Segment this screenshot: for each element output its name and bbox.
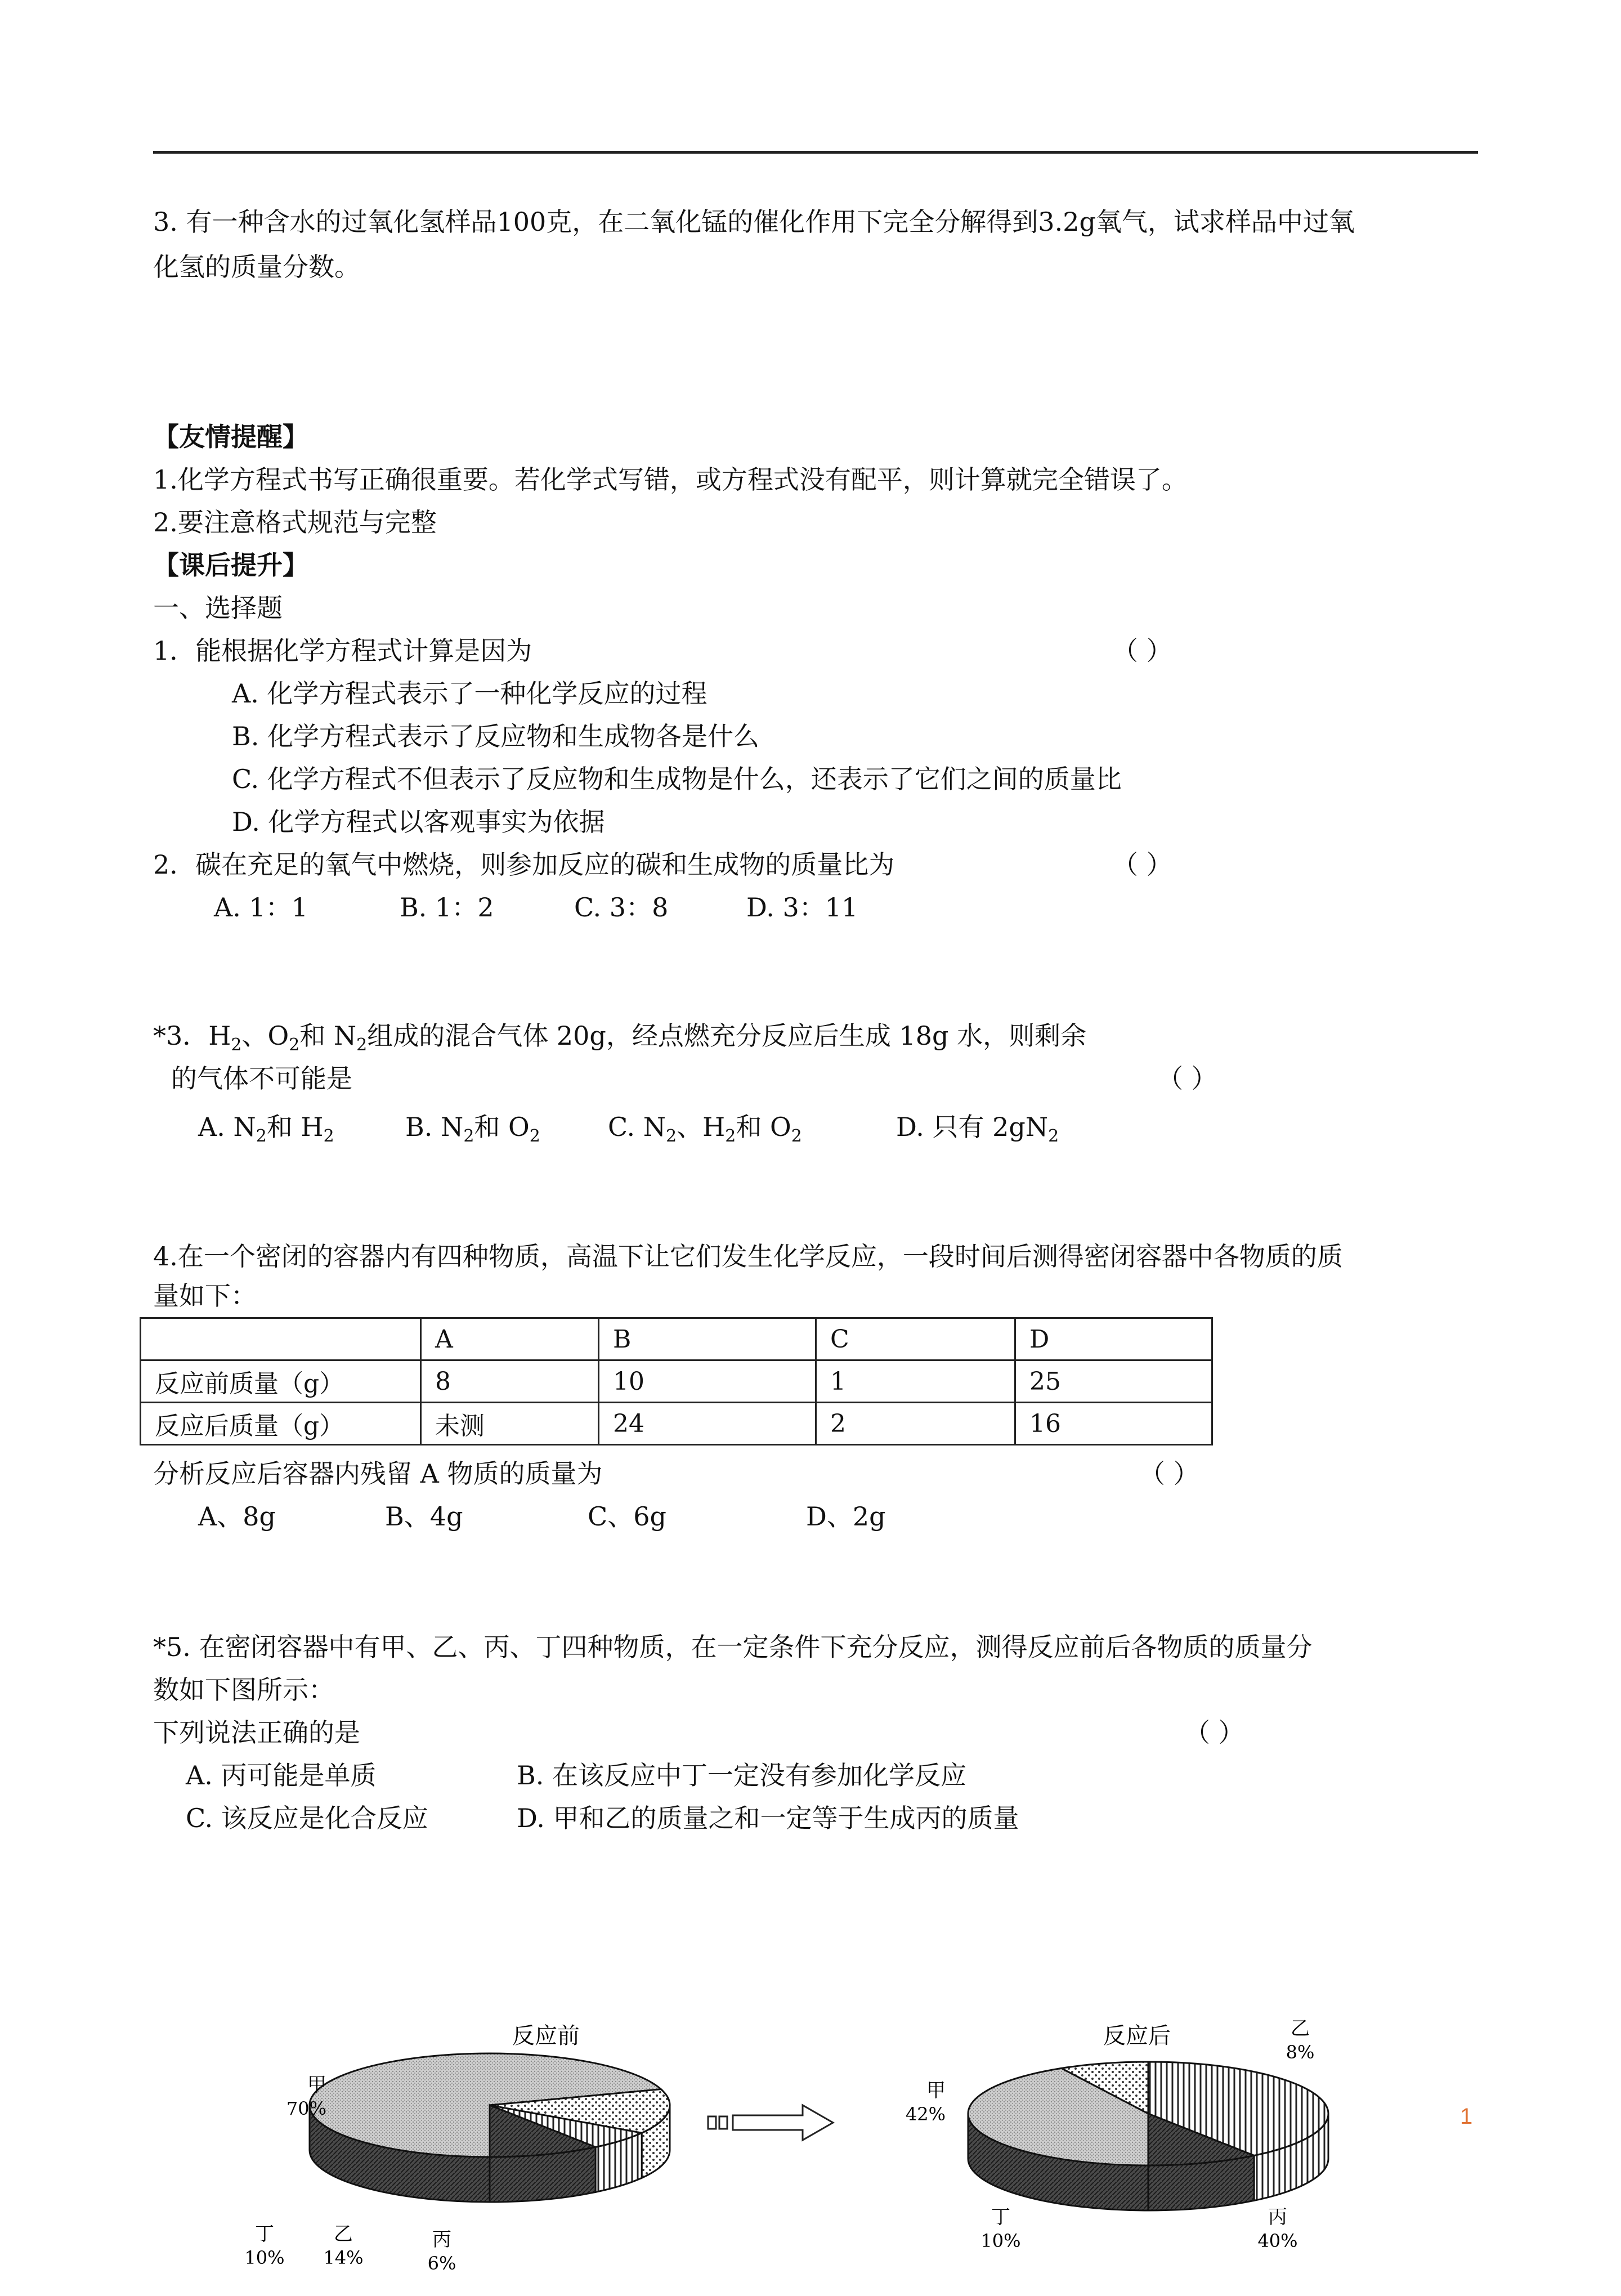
q2-answer-blank[interactable]: （ ） xyxy=(1112,849,1172,880)
q2-option-c[interactable]: C. 3：8 xyxy=(574,892,669,923)
pie-label-percent: 10% xyxy=(980,2230,1021,2252)
reminder-item-2: 2.要注意格式规范与完整 xyxy=(153,507,437,538)
q3-answer-blank[interactable]: （ ） xyxy=(1157,1063,1217,1094)
q3-stem-line2: 的气体不可能是 xyxy=(171,1063,352,1094)
table-row xyxy=(141,1403,1212,1445)
table-cell: 反应后质量（g） xyxy=(141,1403,421,1445)
pie-label-percent: 8% xyxy=(1286,2042,1315,2063)
table-cell: 16 xyxy=(1015,1403,1212,1445)
q4-option-d[interactable]: D、2g xyxy=(806,1501,886,1532)
q1-option-c[interactable]: C. 化学方程式不但表示了反应物和生成物是什么，还表示了它们之间的质量比 xyxy=(232,764,1122,794)
calc-q3-line1: 3. 有一种含水的过氧化氢样品100克，在二氧化锰的催化作用下完全分解得到3.2g氧气，试求样品中过氧 xyxy=(153,207,1355,237)
after-class-heading: 【课后提升】 xyxy=(153,550,308,580)
q3-option-c[interactable]: C. $N_2$、$H_2$和 $O_2$ xyxy=(608,1112,802,1146)
table-header-cell: C xyxy=(816,1318,1015,1360)
pie-label-percent: 70% xyxy=(286,2098,326,2119)
pie-label-percent: 42% xyxy=(905,2103,946,2125)
q3-option-d[interactable]: D. 只有 $2gN_2$ xyxy=(896,1112,1059,1146)
q5-stem-line1: *5. 在密闭容器中有甲、乙、丙、丁四种物质，在一定条件下充分反应，测得反应前后各物质的质量分 xyxy=(153,1632,1313,1662)
q4-option-b[interactable]: B、4g xyxy=(385,1501,463,1532)
table-cell: 10 xyxy=(599,1360,816,1403)
table-cell: 1 xyxy=(816,1360,1015,1403)
table-cell: 未测 xyxy=(421,1403,599,1445)
table-header-cell: D xyxy=(1015,1318,1212,1360)
table-row xyxy=(141,1360,1212,1403)
q1-option-a[interactable]: A. 化学方程式表示了一种化学反应的过程 xyxy=(232,678,707,709)
q4-option-c[interactable]: C、6g xyxy=(588,1501,666,1532)
mass-table xyxy=(140,1317,1213,1445)
table-cell: 2 xyxy=(816,1403,1015,1445)
pie-title: 反应后 xyxy=(1103,2023,1171,2049)
q5-option-b[interactable]: B. 在该反应中丁一定没有参加化学反应 xyxy=(517,1760,967,1791)
q2-option-a[interactable]: A. 1：1 xyxy=(214,892,308,923)
q5-stem-line2: 数如下图所示： xyxy=(153,1675,334,1705)
header-rule xyxy=(153,151,1478,154)
pie-label-category: 丙 xyxy=(1268,2206,1287,2228)
pie-title: 反应前 xyxy=(512,2023,580,2049)
q3-option-a[interactable]: A. $N_2$和 $H_2$ xyxy=(198,1112,334,1146)
q4-option-a[interactable]: A、8g xyxy=(198,1501,276,1532)
table-cell: 反应前质量（g） xyxy=(141,1360,421,1403)
q1-stem: 1．能根据化学方程式计算是因为 xyxy=(153,635,532,666)
pie-label-percent: 40% xyxy=(1257,2230,1298,2252)
q3-option-b[interactable]: B. $N_2$和 $O_2$ xyxy=(405,1112,540,1146)
pie-label-percent: 14% xyxy=(323,2247,364,2268)
pie-label-category: 甲 xyxy=(926,2079,946,2102)
section-choice: 一、选择题 xyxy=(153,593,283,623)
pie-label-category: 丙 xyxy=(432,2228,451,2251)
pie-label-percent: 10% xyxy=(244,2247,285,2268)
q4-stem-line2: 量如下： xyxy=(153,1281,257,1311)
pie-label-percent: 6% xyxy=(427,2253,456,2274)
pie-label-category: 乙 xyxy=(334,2223,353,2245)
table-cell: 8 xyxy=(421,1360,599,1403)
pie-label-category: 丁 xyxy=(991,2206,1010,2228)
page-number: 1 xyxy=(1460,2104,1473,2129)
reminder-heading: 【友情提醒】 xyxy=(153,422,308,452)
q5-answer-blank[interactable]: （ ） xyxy=(1184,1717,1244,1748)
reminder-item-1: 1.化学方程式书写正确很重要。若化学式写错，或方程式没有配平，则计算就完全错误了。 xyxy=(153,464,1188,495)
pie-label-category: 乙 xyxy=(1291,2017,1310,2040)
table-cell: 25 xyxy=(1015,1360,1212,1403)
q1-option-d[interactable]: D. 化学方程式以客观事实为依据 xyxy=(232,807,605,837)
q2-stem: 2．碳在充足的氧气中燃烧，则参加反应的碳和生成物的质量比为 xyxy=(153,849,895,880)
q5-option-d[interactable]: D. 甲和乙的质量之和一定等于生成丙的质量 xyxy=(517,1803,1019,1833)
pie-label-category: 丁 xyxy=(255,2223,274,2245)
table-header-row xyxy=(141,1318,1212,1360)
q5-option-c[interactable]: C. 该反应是化合反应 xyxy=(186,1803,428,1833)
table-header-cell xyxy=(141,1318,421,1360)
q2-option-d[interactable]: D. 3：11 xyxy=(746,892,858,923)
q4-stem-line1: 4.在一个密闭的容器内有四种物质，高温下让它们发生化学反应，一段时间后测得密闭容器中各物质的质 xyxy=(153,1241,1343,1272)
q5-option-a[interactable]: A. 丙可能是单质 xyxy=(186,1760,377,1791)
reaction-arrow xyxy=(708,2105,833,2140)
pie-chart-before xyxy=(244,2023,670,2274)
q4-answer-blank[interactable]: （ ） xyxy=(1139,1458,1199,1489)
calc-q3-line2: 化氢的质量分数。 xyxy=(153,252,360,282)
q1-option-b[interactable]: B. 化学方程式表示了反应物和生成物各是什么 xyxy=(232,721,760,751)
q4-question: 分析反应后容器内残留 A 物质的质量为 xyxy=(153,1458,603,1489)
table-cell: 24 xyxy=(599,1403,816,1445)
table-header-cell: B xyxy=(599,1318,816,1360)
table-header-cell: A xyxy=(421,1318,599,1360)
q1-answer-blank[interactable]: （ ） xyxy=(1112,635,1172,666)
pie-label-category: 甲 xyxy=(307,2074,326,2096)
pie-chart-after xyxy=(906,2017,1328,2252)
q3-stem-line1: *3．$H_2$、$O_2$和 $N_2$组成的混合气体 20g，经点燃充分反应后生成 18g 水，则剩余 xyxy=(153,1021,1087,1055)
q2-option-b[interactable]: B. 1：2 xyxy=(400,892,494,923)
pie-charts-figure xyxy=(244,1993,1373,2285)
q5-stem-line3: 下列说法正确的是 xyxy=(153,1717,360,1748)
